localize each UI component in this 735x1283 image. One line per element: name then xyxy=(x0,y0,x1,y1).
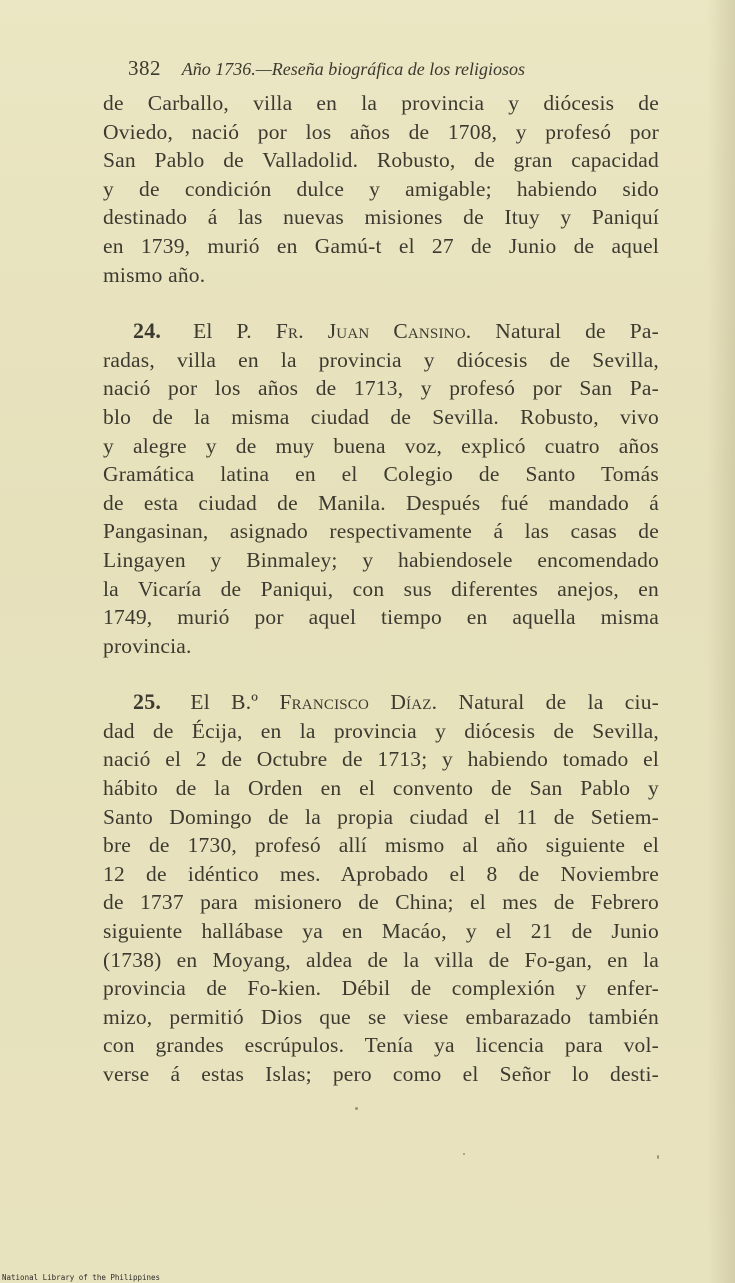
text-line: blo de la misma ciudad de Sevilla. Robusto, vivo xyxy=(103,404,659,429)
text-line: de esta ciudad de Manila. Después fué mandado á xyxy=(103,490,659,515)
text-line: la Vicaría de Paniqui, con sus diferentes anejos, en xyxy=(103,576,659,601)
text-line: nació por los años de 1713, y profesó por San Pa- xyxy=(103,376,659,401)
entry-name-prefix: El B.º xyxy=(190,690,259,715)
text-line: de 1737 para misionero de China; el mes de Febrero xyxy=(103,890,659,915)
text-line: radas, villa en la provincia y diócesis de Sevilla, xyxy=(103,347,659,372)
paragraph-gap xyxy=(103,660,659,688)
text-line: mizo, permitió Dios que se viese embarazado también xyxy=(103,1004,659,1029)
text-line: con grandes escrúpulos. Tenía ya licencia para vol- xyxy=(103,1033,659,1058)
text-line: verse á estas Islas; pero como el Señor lo desti- xyxy=(103,1062,659,1086)
text-line: San Pablo de Valladolid. Robusto, de gran capacidad xyxy=(103,148,659,173)
paragraph-entry-24 xyxy=(103,317,659,660)
entry-first-line-text: Natural de Pa- xyxy=(495,319,659,344)
text-line: hábito de la Orden en el convento de San Pablo y xyxy=(103,776,659,801)
paper-speck xyxy=(355,1107,358,1110)
text-line: 1749, murió por aquel tiempo en aquella misma xyxy=(103,605,659,630)
entry-name: Fr. Juan Cansino. xyxy=(275,319,472,344)
entry-name-prefix: El P. xyxy=(193,319,252,344)
page-header xyxy=(128,56,608,86)
text-line: Gramática latina en el Colegio de Santo Tomás xyxy=(103,462,659,487)
text-line: en 1739, murió en Gamú-t el 27 de Junio de aquel xyxy=(103,233,659,258)
entry-first-line-text: Natural de la ciu- xyxy=(458,690,660,715)
paragraph-entry-23-continued xyxy=(103,89,659,289)
page-edge-shadow xyxy=(707,0,735,1283)
body-text xyxy=(103,89,659,1089)
entry-name: Francisco Díaz. xyxy=(279,690,438,715)
text-line: nació el 2 de Octubre de 1713; y habiendo tomado el xyxy=(103,747,659,772)
entry-number: 24. xyxy=(133,318,162,344)
text-line: mismo año. xyxy=(103,262,206,287)
entry-heading-line xyxy=(103,317,659,346)
entry-heading-line xyxy=(103,688,659,717)
paper-speck xyxy=(657,1155,659,1159)
text-line: (1738) en Moyang, aldea de la villa de Fo-gan, en la xyxy=(103,947,659,972)
text-line: 12 de idéntico mes. Aprobado el 8 de Noviembre xyxy=(103,861,659,886)
text-line: dad de Écija, en la provincia y diócesis de Sevilla, xyxy=(103,718,659,743)
text-line: y alegre y de muy buena voz, explicó cuatro años xyxy=(103,433,659,458)
paragraph-gap xyxy=(103,289,659,317)
text-line: Lingayen y Binmaley; y habiendosele encomendado xyxy=(103,547,659,572)
page-number: 382 xyxy=(128,56,161,80)
entry-number: 25. xyxy=(133,689,162,715)
text-line: siguiente hallábase ya en Macáo, y el 21 de Junio xyxy=(103,919,659,944)
text-line: Pangasinan, asignado respectivamente á las casas de xyxy=(103,519,659,544)
text-line: provincia de Fo-kien. Débil de complexión y enfer- xyxy=(103,976,659,1001)
paper-speck xyxy=(463,1153,465,1155)
text-line: bre de 1730, profesó allí mismo al año siguiente el xyxy=(103,833,659,858)
text-line: Oviedo, nació por los años de 1708, y profesó por xyxy=(103,119,659,144)
text-line: destinado á las nuevas misiones de Ituy y Paniquí xyxy=(103,205,659,230)
text-line: Santo Domingo de la propia ciudad el 11 de Setiem- xyxy=(103,804,659,829)
library-credit: National Library of the Philippines xyxy=(2,1273,161,1282)
text-line: provincia. xyxy=(103,633,192,658)
running-title: Año 1736.—Reseña biográfica de los religiosos xyxy=(181,59,526,79)
paragraph-entry-25 xyxy=(103,688,659,1088)
text-line: de Carballo, villa en la provincia y diócesis de xyxy=(103,91,659,115)
text-line: y de condición dulce y amigable; habiendo sido xyxy=(103,176,659,201)
